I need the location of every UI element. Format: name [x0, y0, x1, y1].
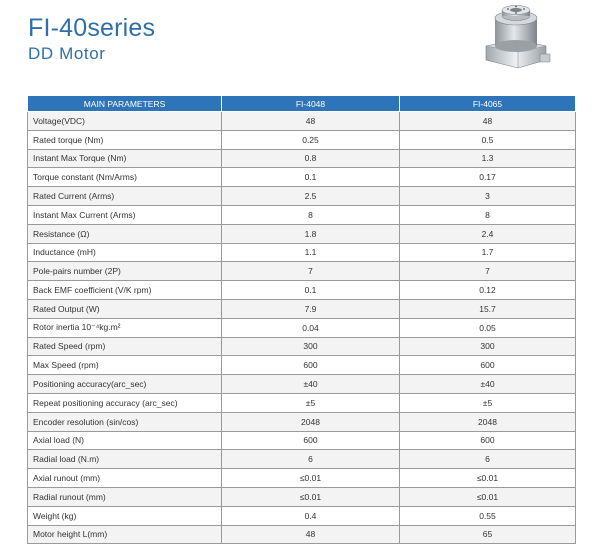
fi-4065-value-cell: 7	[400, 262, 576, 281]
table-row	[28, 506, 576, 525]
parameter-name-cell: Repeat positioning accuracy (arc_sec)	[28, 393, 222, 412]
fi-4065-value-cell: 2.4	[400, 224, 576, 243]
parameter-name-cell: Radial runout (mm)	[28, 487, 222, 506]
table-row	[28, 431, 576, 450]
table-row	[28, 168, 576, 187]
table-row	[28, 130, 576, 149]
parameter-name-cell: Torque constant (Nm/Arms)	[28, 168, 222, 187]
table-row	[28, 525, 576, 544]
fi-4048-value-cell: 0.25	[222, 130, 400, 149]
fi-4065-value-cell: 48	[400, 112, 576, 131]
parameter-name-cell: Pole-pairs number (2P)	[28, 262, 222, 281]
fi-4048-value-cell: 1.8	[222, 224, 400, 243]
parameter-name-cell: Resistance (Ω)	[28, 224, 222, 243]
parameter-name-cell: Rotor inertia 10⁻⁴kg.m²	[28, 318, 222, 337]
table-row	[28, 450, 576, 469]
parameter-name-cell: Weight (kg)	[28, 506, 222, 525]
fi-4065-value-cell: 3	[400, 187, 576, 206]
fi-4065-value-cell: 1.7	[400, 243, 576, 262]
fi-4048-value-cell: ±40	[222, 375, 400, 394]
fi-4048-value-cell: 0.1	[222, 168, 400, 187]
header-fi-4065: FI-4065	[400, 96, 576, 112]
parameter-name-cell: Rated Speed (rpm)	[28, 337, 222, 356]
table-header-row	[28, 96, 576, 112]
parameter-name-cell: Max Speed (rpm)	[28, 356, 222, 375]
header-fi-4048: FI-4048	[222, 96, 400, 112]
parameters-table	[27, 95, 576, 544]
fi-4065-value-cell: 15.7	[400, 299, 576, 318]
fi-4065-value-cell: 2048	[400, 412, 576, 431]
fi-4065-value-cell: ≤0.01	[400, 487, 576, 506]
parameter-name-cell: Encoder resolution (sin/cos)	[28, 412, 222, 431]
fi-4048-value-cell: ≤0.01	[222, 469, 400, 488]
fi-4065-value-cell: 0.05	[400, 318, 576, 337]
fi-4065-value-cell: 0.55	[400, 506, 576, 525]
parameter-name-cell: Rated torque (Nm)	[28, 130, 222, 149]
fi-4048-value-cell: 0.4	[222, 506, 400, 525]
fi-4065-value-cell: 0.5	[400, 130, 576, 149]
fi-4048-value-cell: 6	[222, 450, 400, 469]
fi-4048-value-cell: ±5	[222, 393, 400, 412]
table-row	[28, 243, 576, 262]
table-row	[28, 412, 576, 431]
table-row	[28, 393, 576, 412]
parameter-name-cell: Rated Output (W)	[28, 299, 222, 318]
table-row	[28, 224, 576, 243]
fi-4048-value-cell: 300	[222, 337, 400, 356]
parameter-name-cell: Positioning accuracy(arc_sec)	[28, 375, 222, 394]
parameter-name-cell: Axial load (N)	[28, 431, 222, 450]
table-row	[28, 187, 576, 206]
fi-4065-value-cell: ≤0.01	[400, 469, 576, 488]
table-row	[28, 281, 576, 300]
fi-4065-value-cell: ±40	[400, 375, 576, 394]
fi-4048-value-cell: 600	[222, 356, 400, 375]
fi-4048-value-cell: 7	[222, 262, 400, 281]
fi-4065-value-cell: 600	[400, 356, 576, 375]
parameter-name-cell: Instant Max Current (Arms)	[28, 205, 222, 224]
table-row	[28, 299, 576, 318]
parameter-name-cell: Radial load (N.m)	[28, 450, 222, 469]
parameter-name-cell: Back EMF coefficient (V/K rpm)	[28, 281, 222, 300]
table-row	[28, 149, 576, 168]
fi-4048-value-cell: 0.1	[222, 281, 400, 300]
table-row	[28, 337, 576, 356]
fi-4048-value-cell: ≤0.01	[222, 487, 400, 506]
fi-4048-value-cell: 48	[222, 525, 400, 544]
page-title: FI-40series	[28, 14, 156, 42]
table-row	[28, 375, 576, 394]
table-row	[28, 205, 576, 224]
fi-4048-value-cell: 48	[222, 112, 400, 131]
table-row	[28, 318, 576, 337]
fi-4048-value-cell: 8	[222, 205, 400, 224]
parameter-name-cell: Axial runout (mm)	[28, 469, 222, 488]
table-row	[28, 487, 576, 506]
fi-4065-value-cell: 0.17	[400, 168, 576, 187]
table-row	[28, 469, 576, 488]
parameter-name-cell: Rated Current (Arms)	[28, 187, 222, 206]
fi-4065-value-cell: 1.3	[400, 149, 576, 168]
table-row	[28, 262, 576, 281]
fi-4048-value-cell: 0.04	[222, 318, 400, 337]
fi-4065-value-cell: 6	[400, 450, 576, 469]
fi-4065-value-cell: ±5	[400, 393, 576, 412]
fi-4048-value-cell: 600	[222, 431, 400, 450]
fi-4048-value-cell: 7.9	[222, 299, 400, 318]
fi-4065-value-cell: 600	[400, 431, 576, 450]
table-row	[28, 356, 576, 375]
page-subtitle: DD Motor	[28, 44, 106, 63]
header-main-parameters: MAIN PARAMETERS	[28, 96, 222, 112]
fi-4065-value-cell: 8	[400, 205, 576, 224]
parameter-name-cell: Instant Max Torque (Nm)	[28, 149, 222, 168]
motor-product-image	[478, 2, 554, 78]
table-row	[28, 112, 576, 131]
fi-4065-value-cell: 0.12	[400, 281, 576, 300]
parameter-name-cell: Motor height L(mm)	[28, 525, 222, 544]
fi-4065-value-cell: 65	[400, 525, 576, 544]
fi-4048-value-cell: 2048	[222, 412, 400, 431]
fi-4048-value-cell: 0.8	[222, 149, 400, 168]
parameter-name-cell: Voltage(VDC)	[28, 112, 222, 131]
fi-4048-value-cell: 2.5	[222, 187, 400, 206]
fi-4065-value-cell: 300	[400, 337, 576, 356]
parameter-name-cell: Inductance (mH)	[28, 243, 222, 262]
fi-4048-value-cell: 1.1	[222, 243, 400, 262]
